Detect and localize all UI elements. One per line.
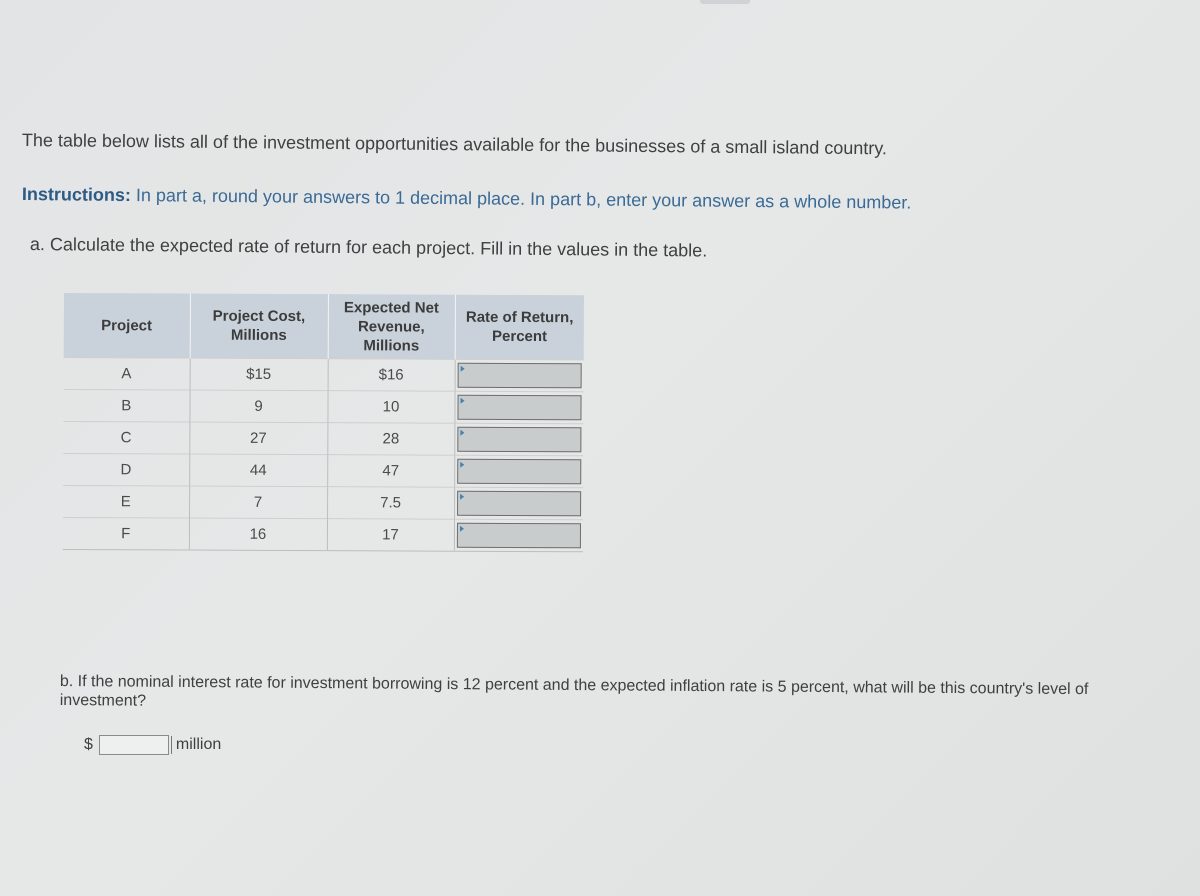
part-b-answer-row [84, 735, 221, 755]
unit-label: million [171, 736, 221, 754]
part-a-question: a. Calculate the expected rate of return for each project. Fill in the values in the table. [29, 234, 708, 261]
project-cost: 44 [189, 454, 327, 487]
header-project-cost: Project Cost, Millions [190, 294, 328, 359]
project-cost: 16 [189, 518, 327, 551]
project-label: F [63, 517, 189, 550]
expected-net-revenue: $16 [328, 359, 455, 392]
rate-of-return-input[interactable] [457, 491, 581, 517]
rate-of-return-input[interactable] [457, 427, 581, 453]
table-row [64, 357, 584, 391]
expected-net-revenue: 7.5 [327, 487, 454, 520]
table-row [63, 517, 583, 551]
header-project: Project [64, 293, 190, 358]
part-b-question: b. If the nominal interest rate for investment borrowing is 12 percent and the expected inflation rate is 5 percent, what will be this country's level of investment? [59, 672, 1089, 710]
table-row [63, 421, 583, 455]
header-rate-of-return: Rate of Return, Percent [455, 295, 584, 360]
rate-of-return-input[interactable] [457, 459, 581, 485]
currency-symbol: $ [84, 736, 93, 753]
project-label: E [63, 485, 189, 518]
project-label: A [64, 357, 190, 390]
instructions-body: In part a, round your answers to 1 decimal place. In part b, enter your answer as a whole number. [130, 185, 912, 213]
project-label: D [63, 453, 189, 486]
project-label: B [63, 389, 189, 422]
rate-of-return-input[interactable] [457, 395, 581, 421]
expected-net-revenue: 10 [327, 391, 454, 424]
table-row [63, 485, 583, 519]
project-label: C [63, 421, 189, 454]
expected-net-revenue: 47 [327, 455, 454, 488]
expected-net-revenue: 17 [327, 519, 454, 552]
instructions-label: Instructions: [21, 184, 132, 206]
investment-table [63, 293, 584, 552]
instructions-text [22, 184, 912, 214]
expected-net-revenue: 28 [327, 423, 454, 456]
project-cost: $15 [190, 358, 328, 391]
project-cost: 7 [189, 486, 327, 519]
project-cost: 9 [189, 390, 327, 423]
table-row [63, 453, 583, 487]
header-expected-net-revenue: Expected Net Revenue, Millions [328, 294, 455, 359]
intro-text: The table below lists all of the investment opportunities available for the businesses of a small island country. [21, 130, 888, 159]
investment-level-input[interactable] [99, 735, 169, 755]
rate-of-return-input[interactable] [457, 523, 581, 549]
rate-of-return-input[interactable] [457, 363, 581, 389]
project-cost: 27 [189, 422, 327, 455]
window-top-edge [700, 0, 750, 4]
table-row [63, 389, 583, 423]
